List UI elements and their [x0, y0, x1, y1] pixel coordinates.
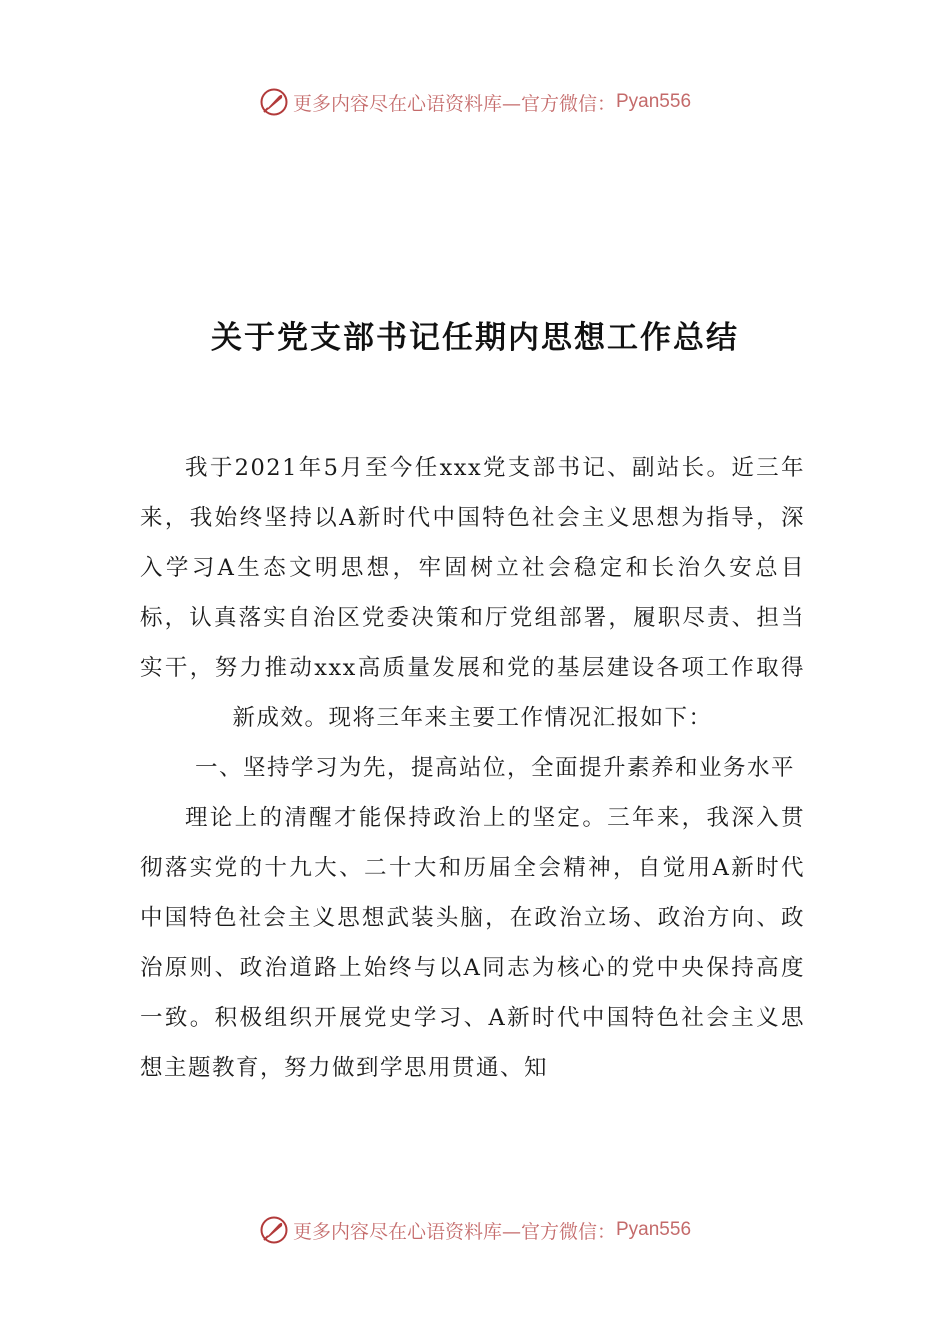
- section-heading-1: 一、坚持学习为先，提高站位，全面提升素养和业务水平: [194, 755, 795, 781]
- watermark-wechat-id: Pyan556: [616, 1219, 692, 1240]
- quill-logo-icon: [259, 87, 289, 117]
- document-title: 关于党支部书记任期内思想工作总结: [211, 320, 739, 356]
- watermark-wechat-id: Pyan556: [616, 91, 692, 112]
- watermark-text: 更多内容尽在心语资料库—官方微信：: [292, 92, 616, 115]
- paragraph-section-1: 理论上的清醒才能保持政治上的坚定。三年来，我深入贯彻落实党的十九大、二十大和历届全会精神，自觉用A新时代中国特色社会主义思想武装头脑，在政治立场、政治方向、政治原则、政治道路上始终与以A同志为核心的党中央保持高度一致。积极组织开展党史学习、A新时代中国特色社会主义思想主题教育，努力做到学思用贯通、知: [140, 805, 805, 1081]
- document-body: [140, 443, 805, 1093]
- watermark-header: [0, 82, 950, 122]
- paragraph-intro: 我于2021年5月至今任xxx党支部书记、副站长。近三年来，我始终坚持以A新时代中国特色社会主义思想为指导，深入学习A生态文明思想，牢固树立社会稳定和长治久安总目标，认真落实自治区党委决策和厅党组部署，履职尽责、担当实干，努力推动xxx高质量发展和党的基层建设各项工作取得新成效。现将三年来主要工作情况汇报如下：: [140, 455, 805, 731]
- watermark-text: 更多内容尽在心语资料库—官方微信：: [292, 1220, 616, 1243]
- quill-logo-icon: [259, 1215, 289, 1245]
- watermark-footer: [0, 1210, 950, 1250]
